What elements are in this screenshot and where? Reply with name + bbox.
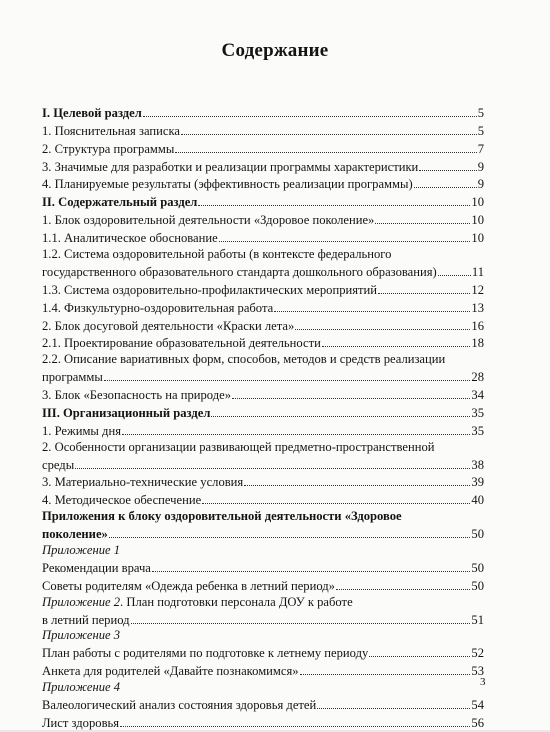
page-number: 3 bbox=[480, 676, 486, 688]
toc-entry-title: 4. Методическое обеспечение bbox=[42, 493, 202, 508]
toc-entry-title: 1.2. Система оздоровительной работы (в контексте федерального bbox=[42, 247, 392, 261]
toc-entry bbox=[42, 229, 484, 247]
toc-entry bbox=[42, 158, 484, 176]
toc-entry-page: 51 bbox=[471, 612, 484, 627]
toc-entry bbox=[42, 247, 484, 263]
toc-entry-title: II. Содержательный раздел bbox=[42, 195, 198, 210]
toc-entry bbox=[42, 386, 484, 404]
toc-leader-dots bbox=[438, 263, 471, 276]
toc-entry-title: Советы родителям «Одежда ребенка в летний период» bbox=[42, 578, 335, 593]
toc-entry-page: 16 bbox=[471, 318, 484, 333]
toc-entry-page: 56 bbox=[471, 715, 484, 730]
toc-entry-title: Рекомендации врача bbox=[42, 560, 151, 575]
toc-entry-title: Приложение 1 bbox=[42, 543, 121, 557]
toc-entry bbox=[42, 368, 484, 386]
toc-entry bbox=[42, 334, 484, 352]
toc-leader-dots bbox=[109, 525, 471, 538]
toc-entry bbox=[42, 122, 484, 140]
toc-entry-title: Анкета для родителей «Давайте познакомимся» bbox=[42, 664, 299, 679]
toc-entry-title: 3. Значимые для разработки и реализации программы характеристики bbox=[42, 159, 419, 174]
toc-entry-page: 10 bbox=[471, 213, 484, 228]
toc-leader-dots bbox=[244, 473, 470, 486]
toc-entry-page: 52 bbox=[471, 646, 484, 661]
toc-entry bbox=[42, 491, 484, 509]
toc-entry-page: 5 bbox=[477, 123, 484, 138]
toc-leader-dots bbox=[378, 281, 470, 294]
toc-leader-dots bbox=[202, 491, 470, 504]
toc-entry-title: Приложение 2. План подготовки персонала ДОУ к работе bbox=[42, 594, 353, 609]
toc-entry bbox=[42, 281, 484, 299]
toc-entry bbox=[42, 509, 484, 525]
toc-entry bbox=[42, 525, 484, 543]
toc-entry-title: 3. Материально-технические условия bbox=[42, 475, 244, 490]
toc-entry bbox=[42, 714, 484, 732]
toc-leader-dots bbox=[414, 176, 477, 189]
toc-entry-page: 28 bbox=[471, 370, 484, 385]
toc-entry-title: Приложение 3 bbox=[42, 628, 121, 643]
toc-entry-title: Валеологический анализ состояния здоровья детей bbox=[42, 697, 317, 712]
toc-entry bbox=[42, 263, 484, 281]
toc-entry-title: поколение» bbox=[42, 527, 108, 542]
toc-entry bbox=[42, 422, 484, 440]
toc-leader-dots bbox=[295, 317, 470, 330]
toc-leader-dots bbox=[75, 456, 470, 469]
toc-leader-dots bbox=[317, 696, 470, 709]
toc-entry-page: 13 bbox=[471, 300, 484, 315]
toc-entry-title: 2. Особенности организации развивающей предметно-пространственной bbox=[42, 439, 435, 454]
toc-entry-page: 50 bbox=[471, 578, 484, 593]
toc-entry bbox=[42, 577, 484, 595]
toc-entry-title: Приложение 4 bbox=[42, 680, 121, 695]
toc-leader-dots bbox=[122, 422, 470, 435]
toc-entry-page: 39 bbox=[471, 475, 484, 490]
toc-entry-title: III. Организационный раздел bbox=[42, 405, 211, 420]
toc-entry bbox=[42, 559, 484, 577]
toc-entry bbox=[42, 299, 484, 317]
toc-entry-page: 53 bbox=[471, 664, 484, 679]
toc-leader-dots bbox=[104, 368, 471, 381]
toc-entry-page: 9 bbox=[477, 159, 484, 174]
toc-entry bbox=[42, 456, 484, 474]
toc-leader-dots bbox=[369, 644, 470, 657]
toc-entry bbox=[42, 317, 484, 335]
toc-entry bbox=[42, 352, 484, 368]
toc-entry-page: 35 bbox=[471, 405, 484, 420]
toc-leader-dots bbox=[175, 140, 476, 153]
toc-entry-page: 12 bbox=[471, 282, 484, 297]
toc-entry-page: 11 bbox=[471, 264, 484, 279]
toc-entry-title: 1. Блок оздоровительной деятельности «Здоровое поколение» bbox=[42, 213, 375, 228]
toc-entry bbox=[42, 473, 484, 491]
toc-entry-title: среды bbox=[42, 457, 75, 472]
toc-entry-title: Приложения к блоку оздоровительной деятельности «Здоровое bbox=[42, 509, 402, 524]
toc-entry-title: 1. Пояснительная записка bbox=[42, 123, 180, 138]
toc-entry-page: 10 bbox=[471, 195, 484, 210]
toc-entry bbox=[42, 176, 484, 194]
toc-entry bbox=[42, 680, 484, 696]
toc-leader-dots bbox=[300, 662, 471, 675]
toc-entry-title: 1.1. Аналитическое обоснование bbox=[42, 231, 218, 246]
toc-entry-title: 4. Планируемые результаты (эффективность реализации программы) bbox=[42, 177, 413, 192]
toc-leader-dots bbox=[322, 334, 471, 347]
table-of-contents bbox=[42, 104, 484, 732]
toc-entry-page: 54 bbox=[471, 697, 484, 712]
toc-entry-title: 2. Блок досуговой деятельности «Краски лета» bbox=[42, 318, 295, 333]
toc-entry-title: 2. Структура программы bbox=[42, 141, 175, 156]
page-title: Содержание bbox=[221, 40, 329, 61]
toc-leader-dots bbox=[232, 386, 470, 399]
toc-entry-title: 2.1. Проектирование образовательной деятельности bbox=[42, 336, 321, 351]
toc-entry-title: 2.2. Описание вариативных форм, способов, методов и средств реализации bbox=[42, 352, 446, 367]
toc-entry-page: 18 bbox=[471, 336, 484, 351]
toc-entry-title: программы bbox=[42, 370, 103, 385]
toc-leader-dots bbox=[274, 299, 470, 312]
toc-entry-page: 9 bbox=[477, 177, 484, 192]
toc-entry-page: 50 bbox=[471, 560, 484, 575]
toc-leader-dots bbox=[419, 158, 476, 171]
toc-entry-page: 40 bbox=[471, 493, 484, 508]
toc-entry-title: Лист здоровья bbox=[42, 715, 120, 730]
toc-entry-page: 34 bbox=[471, 388, 484, 403]
toc-entry bbox=[42, 662, 484, 680]
toc-entry-title: 1.4. Физкультурно-оздоровительная работа bbox=[42, 300, 274, 315]
toc-entry-page: 10 bbox=[471, 231, 484, 246]
toc-entry bbox=[42, 404, 484, 422]
toc-leader-dots bbox=[143, 104, 477, 117]
toc-entry-title: 1.3. Система оздоровительно-профилактических мероприятий bbox=[42, 282, 378, 297]
toc-leader-dots bbox=[336, 577, 470, 590]
toc-entry-title: в летний период bbox=[42, 612, 130, 627]
toc-entry-page: 38 bbox=[471, 457, 484, 472]
toc-entry-title: 3. Блок «Безопасность на природе» bbox=[42, 388, 232, 403]
toc-entry bbox=[42, 440, 484, 456]
toc-leader-dots bbox=[211, 404, 470, 417]
toc-leader-dots bbox=[181, 122, 477, 135]
toc-entry-page: 35 bbox=[471, 423, 484, 438]
toc-leader-dots bbox=[131, 611, 471, 624]
toc-entry bbox=[42, 543, 484, 559]
toc-entry bbox=[42, 104, 484, 122]
toc-entry-page: 5 bbox=[477, 105, 484, 120]
toc-leader-dots bbox=[120, 714, 470, 727]
toc-leader-dots bbox=[219, 229, 471, 242]
toc-entry bbox=[42, 611, 484, 629]
toc-leader-dots bbox=[375, 211, 470, 224]
toc-entry bbox=[42, 628, 484, 644]
toc-entry-title: I. Целевой раздел bbox=[42, 105, 142, 120]
toc-entry-page: 50 bbox=[471, 527, 484, 542]
toc-leader-dots bbox=[198, 193, 470, 206]
toc-entry-title: План работы с родителями по подготовке к летнему периоду bbox=[42, 646, 369, 661]
toc-entry bbox=[42, 193, 484, 211]
toc-entry-page: 7 bbox=[477, 141, 484, 156]
toc-entry bbox=[42, 595, 484, 611]
toc-entry bbox=[42, 696, 484, 714]
toc-entry-title: государственного образовательного стандарта дошкольного образования) bbox=[42, 264, 437, 279]
toc-leader-dots bbox=[152, 559, 471, 572]
toc-entry bbox=[42, 644, 484, 662]
toc-entry-title: 1. Режимы дня bbox=[42, 423, 121, 438]
toc-entry bbox=[42, 211, 484, 229]
toc-entry bbox=[42, 140, 484, 158]
